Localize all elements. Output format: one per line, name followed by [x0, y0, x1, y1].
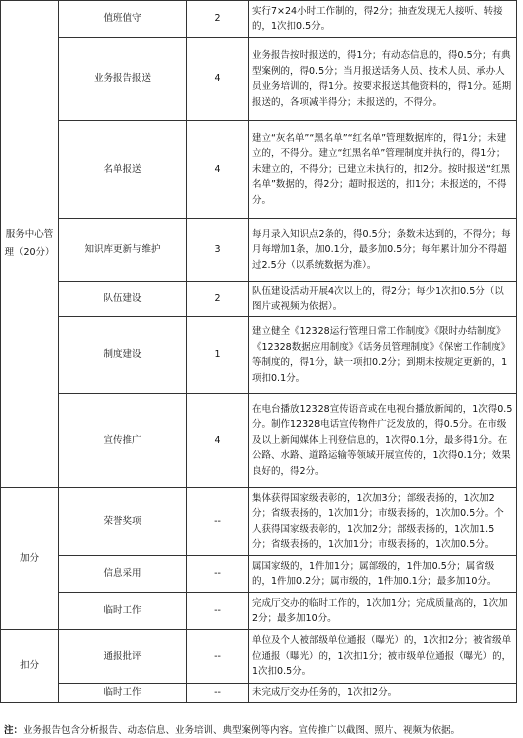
- points-cell: --: [187, 593, 249, 630]
- criteria-cell: 属国家级的，1件加1分；属部级的，1件加0.5分；属省级的，1件加0.2分；属市级的，1件加0.1分；最多加10分。: [249, 556, 517, 593]
- points-cell: 1: [187, 317, 249, 394]
- points-cell: 3: [187, 219, 249, 282]
- points-cell: 4: [187, 394, 249, 488]
- item-cell: 临时工作: [59, 593, 187, 630]
- table-row: [1, 121, 517, 219]
- table-row: [1, 488, 517, 556]
- footnote-text: 业务报告包含分析报告、动态信息、业务培训、典型案例等内容。宣传推广以截图、照片、视频为依据。: [23, 725, 461, 736]
- footnote: [4, 725, 460, 737]
- item-cell: 信息采用: [59, 556, 187, 593]
- points-cell: 4: [187, 38, 249, 121]
- points-cell: 2: [187, 1, 249, 38]
- criteria-cell: 未完成厅交办任务的，1次扣2分。: [249, 684, 517, 703]
- item-cell: 制度建设: [59, 317, 187, 394]
- criteria-cell: 每月录入知识点2条的，得0.5分；条数未达到的，不得分；每月每增加1条，加0.1分，最多加0.5分；每年累计加分不得超过2.5分（以系统数据为准）。: [249, 219, 517, 282]
- table-row: [1, 317, 517, 394]
- category-cell: 扣分: [1, 630, 59, 703]
- criteria-cell: 实行7×24小时工作制的，得2分；抽查发现无人接听、转接的，1次扣0.5分。: [249, 1, 517, 38]
- criteria-cell: 单位及个人被部级单位通报（曝光）的，1次扣2分；被省级单位通报（曝光）的，1次扣1分；被市级单位通报（曝光）的，1次扣0.5分。: [249, 630, 517, 684]
- points-cell: --: [187, 556, 249, 593]
- item-cell: 临时工作: [59, 684, 187, 703]
- criteria-cell: 建立“灰名单”“黑名单”“红名单”管理数据库的，得1分；未建立的，不得分。建立“红黑名单”管理制度并执行的，得1分；未建立的，不得分；已建立未执行的，扣2分。按时报送“红黑名单”数据的，得2分；超时报送的，扣1分；未报送的，不得分。: [249, 121, 517, 219]
- criteria-cell: 建立健全《12328运行管理日常工作制度》《限时办结制度》《12328数据应用制度》《话务员管理制度》《保密工作制度》等制度的，得1分，缺一项扣0.2分；到期未按规定更新的，1项扣0.1分。: [249, 317, 517, 394]
- category-cell: 服务中心管理（20分）: [1, 1, 59, 488]
- table-row: [1, 593, 517, 630]
- table-row: [1, 1, 517, 38]
- points-cell: --: [187, 630, 249, 684]
- table-row: [1, 282, 517, 317]
- footnote-label: 注：: [4, 725, 24, 736]
- item-cell: 通报批评: [59, 630, 187, 684]
- table-row: [1, 394, 517, 488]
- item-cell: 知识库更新与维护: [59, 219, 187, 282]
- criteria-cell: 完成厅交办的临时工作的，1次加1分；完成质量高的，1次加2分；最多加10分。: [249, 593, 517, 630]
- table-row: [1, 38, 517, 121]
- criteria-cell: 队伍建设活动开展4次以上的，得2分；每少1次扣0.5分（以图片或视频为依据）。: [249, 282, 517, 317]
- item-cell: 值班值守: [59, 1, 187, 38]
- criteria-cell: 在电台播放12328宣传语音或在电视台播放新闻的，1次得0.5分。制作12328电话宣传物件广泛发放的，得0.5分。在市级及以上新闻媒体上刊登信息的，1次得0.1分，最多得1分。在公路、水路、道路运输等领域开展宣传的，1次得0.1分；效果良好的，得2分。: [249, 394, 517, 488]
- table-row: [1, 556, 517, 593]
- criteria-cell: 业务报告按时报送的，得1分；有动态信息的，得0.5分；有典型案例的，得0.5分；当月报送话务人员、技术人员、承办人员业务培训的，得1分。按要求报送其他资料的，得1分。延期报送的，各项减半得分；未报送的，不得分。: [249, 38, 517, 121]
- item-cell: 名单报送: [59, 121, 187, 219]
- item-cell: 宣传推广: [59, 394, 187, 488]
- table-row: [1, 630, 517, 684]
- item-cell: 队伍建设: [59, 282, 187, 317]
- category-cell: 加分: [1, 488, 59, 630]
- item-cell: 业务报告报送: [59, 38, 187, 121]
- points-cell: --: [187, 488, 249, 556]
- points-cell: 4: [187, 121, 249, 219]
- points-cell: --: [187, 684, 249, 703]
- table-row: [1, 684, 517, 703]
- points-cell: 2: [187, 282, 249, 317]
- item-cell: 荣誉奖项: [59, 488, 187, 556]
- table-row: [1, 219, 517, 282]
- criteria-cell: 集体获得国家级表彰的，1次加3分；部级表扬的，1次加2分；省级表扬的，1次加1分；市级表扬的，1次加0.5分。个人获得国家级表彰的，1次加2分；部级表扬的，1次加1.5分；省级表扬的，1次加1分；市级表扬的，1次加0.5分。: [249, 488, 517, 556]
